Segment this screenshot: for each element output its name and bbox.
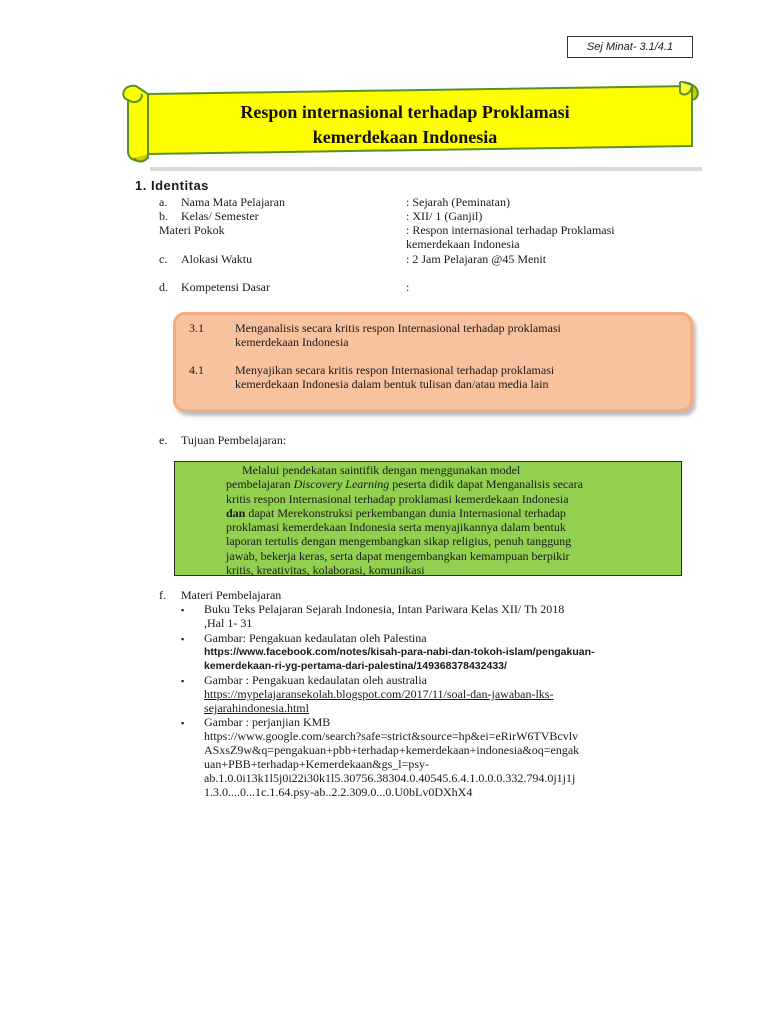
- tujuan-line: Melalui pendekatan saintifik dengan menggunakan model: [242, 463, 521, 477]
- tujuan-line: laporan tertulis dengan mengembangkan sikap religius, penuh tanggung: [226, 534, 572, 549]
- section-heading-identitas: 1. Identitas: [135, 178, 209, 193]
- field-value: : Respon internasional terhadap Proklamasi: [406, 223, 615, 237]
- list-marker: a.: [159, 195, 168, 209]
- tujuan-line: jawab, bekerja keras, serta dapat mengembangkan kemampuan berpikir: [226, 548, 570, 563]
- field-label: Kelas/ Semester: [181, 209, 259, 223]
- document-code-tag: Sej Minat- 3.1/4.1: [567, 36, 693, 58]
- tujuan-line: [226, 506, 678, 520]
- field-value: :: [406, 280, 410, 294]
- field-label: Kompetensi Dasar: [181, 280, 270, 294]
- kd-number: 4.1: [189, 363, 204, 377]
- tujuan-fragment: pembelajaran: [226, 477, 291, 492]
- materi-item: Buku Teks Pelajaran Sejarah Indonesia, Intan Pariwara Kelas XII/ Th 2018: [204, 602, 565, 616]
- materi-item-continued: ,Hal 1- 31: [204, 616, 253, 630]
- bullet-icon: ▪: [181, 676, 185, 686]
- list-marker: d.: [159, 280, 168, 294]
- tujuan-line: kritis, kreativitas, kolaborasi, komunikasi: [226, 563, 425, 578]
- materi-item: Gambar : perjanjian KMB: [204, 715, 331, 729]
- bullet-icon: ▪: [181, 634, 185, 644]
- reference-url: ab.1.0.0i13k1l5j0i22i30k1l5.30756.38304.0.40545.6.4.1.0.0.0.332.794.0j1j1j: [204, 771, 576, 785]
- field-label: Alokasi Waktu: [181, 252, 253, 266]
- reference-link-continued[interactable]: sejarahindonesia.html: [204, 701, 309, 715]
- reference-link[interactable]: https://mypelajaransekolah.blogspot.com/2017/11/soal-dan-jawaban-lks-: [204, 687, 554, 701]
- field-label: Nama Mata Pelajaran: [181, 195, 285, 209]
- field-value: : 2 Jam Pelajaran @45 Menit: [406, 252, 547, 266]
- banner-shadow: [150, 167, 702, 171]
- kd-text-continued: kemerdekaan Indonesia dalam bentuk tulisan dan/atau media lain: [235, 377, 549, 391]
- field-label: Tujuan Pembelajaran:: [181, 433, 287, 447]
- reference-link[interactable]: https://www.facebook.com/notes/kisah-para-nabi-dan-tokoh-islam/pengakuan-: [204, 646, 595, 658]
- page-title: [160, 100, 650, 150]
- kd-text: Menyajikan secara kritis respon Internasional terhadap proklamasi: [235, 363, 555, 377]
- tujuan-text: [226, 463, 678, 577]
- tujuan-line: proklamasi kemerdekaan Indonesia serta menyajikannya dalam bentuk: [226, 520, 566, 535]
- reference-url: 1.3.0....0...1c.1.64.psy-ab..2.2.309.0...0.U0bLv0DXhX4: [204, 785, 473, 799]
- list-marker: c.: [159, 252, 168, 266]
- tujuan-bold: dan: [226, 505, 246, 520]
- field-value: : XII/ 1 (Ganjil): [406, 209, 483, 223]
- title-line-1: Respon internasional terhadap Proklamasi: [240, 102, 570, 122]
- list-marker: f.: [159, 588, 166, 602]
- field-value-continued: kemerdekaan Indonesia: [406, 237, 520, 251]
- kd-number: 3.1: [189, 321, 204, 335]
- tujuan-line: kritis respon Internasional terhadap proklamasi kemerdekaan Indonesia: [226, 491, 569, 506]
- kd-text-continued: kemerdekaan Indonesia: [235, 335, 349, 349]
- bullet-icon: ▪: [181, 718, 185, 728]
- kd-text: Menganalisis secara kritis respon Internasional terhadap proklamasi: [235, 321, 561, 335]
- title-line-2: kemerdekaan Indonesia: [312, 127, 498, 147]
- bullet-icon: ▪: [181, 605, 185, 615]
- reference-url: uan+PBB+terhadap+Kemerdekaan&gs_l=psy-: [204, 757, 430, 771]
- reference-link-continued[interactable]: kemerdekaan-ri-yg-pertama-dari-palestina/149368378432433/: [204, 660, 507, 672]
- list-marker: b.: [159, 209, 168, 223]
- tujuan-fragment: peserta didik dapat Menganalisis secara: [392, 477, 583, 492]
- tujuan-fragment: dapat Merekonstruksi perkembangan dunia Internasional terhadap: [248, 505, 566, 520]
- list-marker: e.: [159, 433, 168, 447]
- materi-item: Gambar : Pengakuan kedaulatan oleh australia: [204, 673, 427, 687]
- materi-item: Gambar: Pengakuan kedaulatan oleh Palestina: [204, 631, 427, 645]
- field-label: Materi Pokok: [159, 223, 225, 237]
- tujuan-line: [226, 477, 678, 491]
- reference-url: https://www.google.com/search?safe=strict&source=hp&ei=eRirW6TVBcvlv: [204, 729, 579, 743]
- reference-url: ASxsZ9w&q=pengakuan+pbb+terhadap+kemerdekaan+indonesia&oq=engak: [204, 743, 580, 757]
- field-value: : Sejarah (Peminatan): [406, 195, 510, 209]
- field-label: Materi Pembelajaran: [181, 588, 282, 602]
- tujuan-emphasis: Discovery Learning: [293, 477, 390, 492]
